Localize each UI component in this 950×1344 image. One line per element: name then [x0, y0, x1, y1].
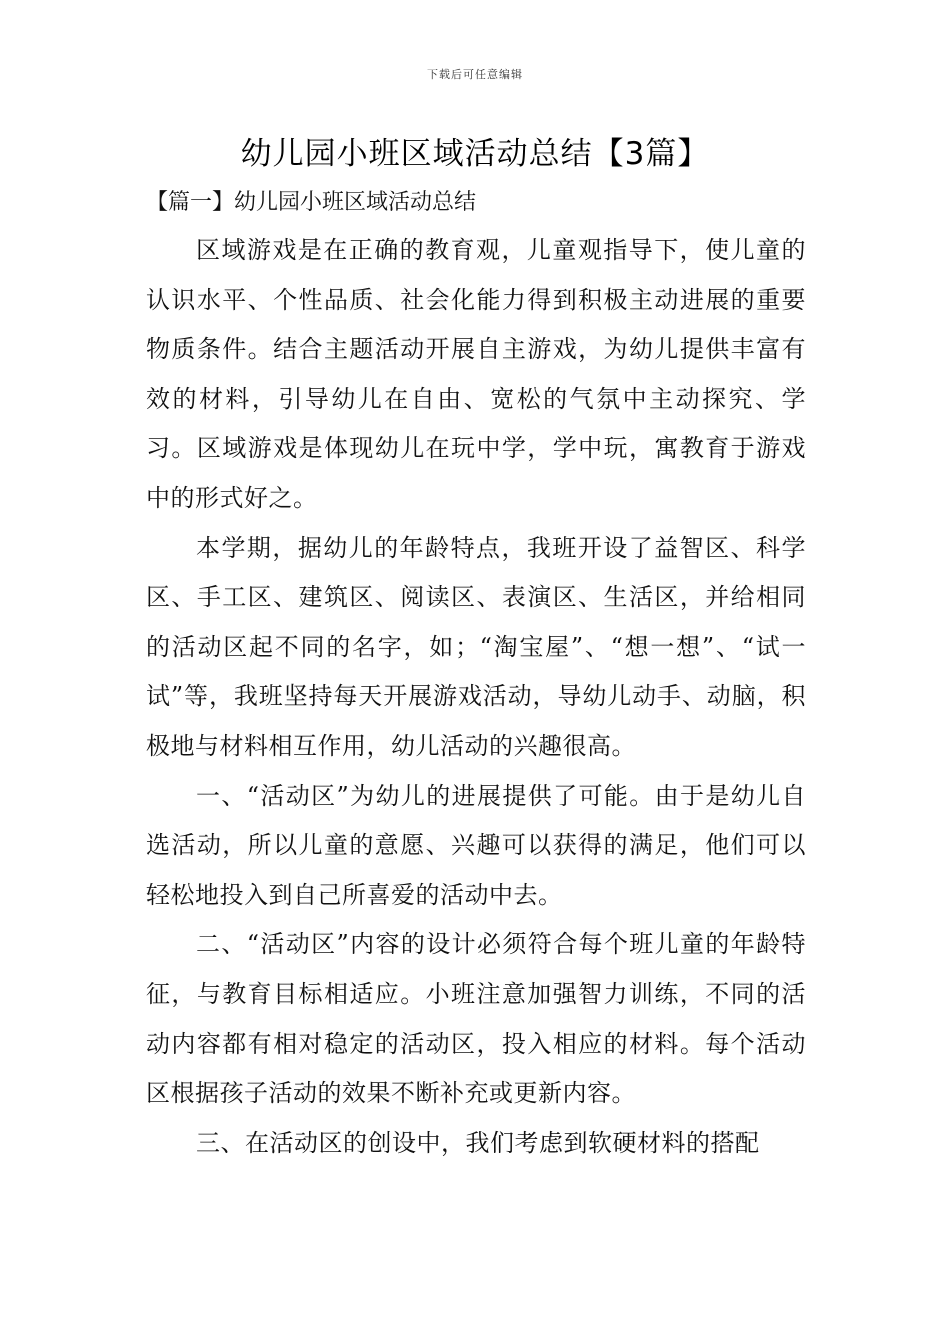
- body-text: [146, 226, 806, 1168]
- section-heading: 【篇一】幼儿园小班区域活动总结: [146, 190, 477, 215]
- paragraph-semester: 本学期，据幼儿的年龄特点，我班开设了益智区、科学区、手工区、建筑区、阅读区、表演区、生活区，并给相同的活动区起不同的名字，如；“淘宝屋”、“想一想”、“试一试”等，我班坚持每天开展游戏活动，导幼儿动手、动脑，积极地与材料相互作用，幼儿活动的兴趣很高。: [146, 533, 806, 760]
- paragraph-point-one: 一、“活动区”为幼儿的进展提供了可能。由于是幼儿自选活动，所以儿童的意愿、兴趣可以获得的满足，他们可以轻松地投入到自己所喜爱的活动中去。: [146, 781, 806, 909]
- document-title: 幼儿园小班区域活动总结【3篇】: [240, 136, 710, 172]
- paragraph-point-three: 三、在活动区的创设中，我们考虑到软硬材料的搭配: [196, 1128, 760, 1157]
- header-note: 下载后可任意编辑: [427, 68, 523, 81]
- paragraph-point-two: 二、“活动区”内容的设计必须符合每个班儿童的年龄特征，与教育目标相适应。小班注意加强智力训练，不同的活动内容都有相对稳定的活动区，投入相应的材料。每个活动区根据孩子活动的效果不断补充或更新内容。: [146, 930, 806, 1108]
- paragraph-intro: 区域游戏是在正确的教育观，儿童观指导下，使儿童的认识水平、个性品质、社会化能力得到积极主动进展的重要物质条件。结合主题活动开展自主游戏，为幼儿提供丰富有效的材料，引导幼儿在自由、宽松的气氛中主动探究、学习。区域游戏是体现幼儿在玩中学，学中玩，寓教育于游戏中的形式好之。: [146, 236, 806, 512]
